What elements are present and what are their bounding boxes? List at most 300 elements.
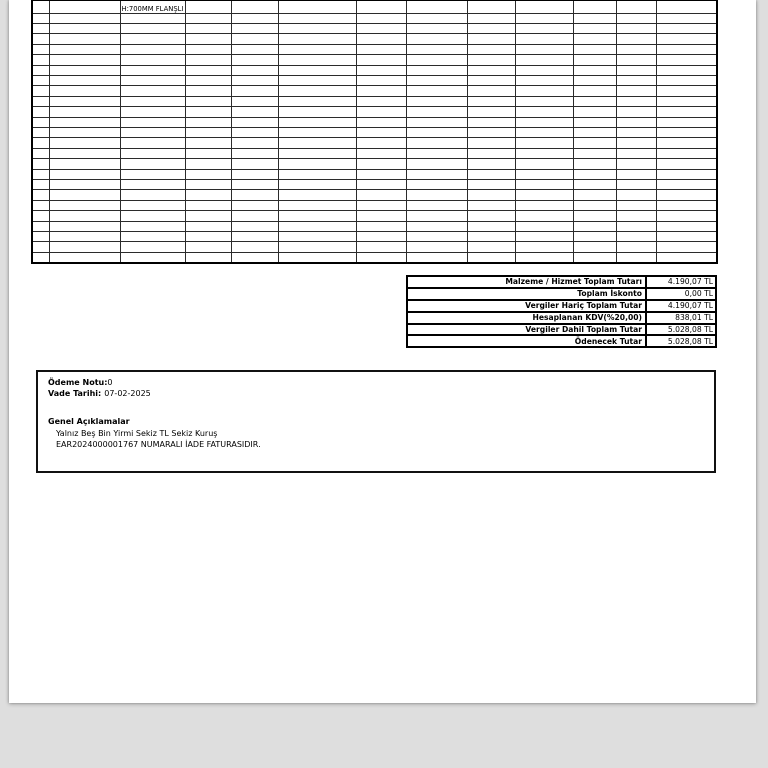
items-table-cell	[356, 86, 406, 96]
items-table-cell	[278, 96, 356, 106]
totals-value-total-excl-tax: 4.190,07 TL	[646, 300, 716, 312]
items-table-cell	[406, 13, 467, 23]
items-table-cell	[515, 13, 573, 23]
items-table-cell	[231, 232, 278, 242]
items-table-cell	[406, 148, 467, 158]
items-table-cell	[616, 44, 656, 54]
items-table-cell	[231, 221, 278, 231]
items-table-cell	[231, 0, 278, 13]
items-table-cell	[406, 211, 467, 221]
items-table-cell	[120, 242, 185, 252]
items-table-cell	[231, 44, 278, 54]
items-table-cell	[656, 117, 717, 127]
items-table-cell	[185, 148, 231, 158]
totals-label-calculated-vat: Hesaplanan KDV(%20,00)	[407, 312, 646, 324]
items-table-cell	[467, 117, 515, 127]
items-table-cell	[406, 117, 467, 127]
items-table-cell	[406, 138, 467, 148]
items-table-cell	[32, 86, 49, 96]
items-table-cell	[573, 148, 616, 158]
items-table-cell	[185, 23, 231, 33]
items-table-cell	[231, 148, 278, 158]
items-table-cell	[49, 34, 120, 44]
items-table-cell	[49, 190, 120, 200]
items-table-row	[32, 200, 717, 210]
items-table-cell	[278, 190, 356, 200]
items-table-cell	[278, 148, 356, 158]
totals-row	[407, 335, 716, 347]
items-table-cell	[49, 242, 120, 252]
items-table-cell	[120, 86, 185, 96]
items-table-cell	[656, 211, 717, 221]
items-table-cell	[515, 96, 573, 106]
items-table-cell	[49, 13, 120, 23]
items-table-cell	[32, 180, 49, 190]
items-table-cell	[573, 138, 616, 148]
items-table-cell	[616, 75, 656, 85]
items-table-cell	[406, 23, 467, 33]
items-table-cell	[231, 242, 278, 252]
items-table-cell	[120, 169, 185, 179]
items-table-cell	[515, 211, 573, 221]
items-table-cell	[49, 252, 120, 262]
items-table-cell	[467, 55, 515, 65]
totals-label-total-discount: Toplam İskonto	[407, 288, 646, 300]
items-table-cell	[616, 190, 656, 200]
items-table-cell	[32, 242, 49, 252]
items-table-cell	[573, 86, 616, 96]
items-table-cell	[278, 0, 356, 13]
items-table-cell	[120, 221, 185, 231]
items-table-row	[32, 211, 717, 221]
items-table-cell	[406, 221, 467, 231]
items-table-cell	[616, 211, 656, 221]
items-table-cell	[185, 117, 231, 127]
items-table-cell	[32, 127, 49, 137]
items-table-cell	[467, 180, 515, 190]
items-table-cell	[278, 221, 356, 231]
items-table-cell	[185, 252, 231, 262]
items-table-cell	[231, 65, 278, 75]
items-table-cell	[356, 107, 406, 117]
items-table-cell	[467, 34, 515, 44]
items-table-cell	[616, 127, 656, 137]
items-table-cell	[573, 0, 616, 13]
items-table-cell	[467, 0, 515, 13]
totals-value-calculated-vat: 838,01 TL	[646, 312, 716, 324]
items-table-cell	[356, 44, 406, 54]
items-table-cell	[406, 232, 467, 242]
items-table-cell	[278, 75, 356, 85]
items-table-cell	[185, 0, 231, 13]
due-date-value: 07-02-2025	[104, 389, 151, 399]
items-table-cell	[32, 221, 49, 231]
items-table-cell	[278, 23, 356, 33]
items-table-cell	[231, 127, 278, 137]
items-table-row	[32, 34, 717, 44]
items-table-cell	[49, 221, 120, 231]
items-table-cell	[656, 221, 717, 231]
items-table-row	[32, 23, 717, 33]
items-table-cell	[616, 169, 656, 179]
items-table-cell	[231, 200, 278, 210]
items-table-cell	[573, 34, 616, 44]
items-table-row	[32, 138, 717, 148]
items-table-cell	[356, 117, 406, 127]
items-table-cell	[467, 200, 515, 210]
items-table-cell	[120, 200, 185, 210]
totals-row	[407, 324, 716, 336]
items-table-cell	[49, 44, 120, 54]
items-table-cell	[49, 127, 120, 137]
items-table-cell	[185, 159, 231, 169]
items-table-cell	[616, 34, 656, 44]
items-table-cell	[656, 127, 717, 137]
items-table-cell	[616, 23, 656, 33]
items-table-cell	[406, 169, 467, 179]
items-table-cell	[32, 252, 49, 262]
items-table-cell	[32, 138, 49, 148]
items-table-cell	[616, 96, 656, 106]
items-table-cell	[515, 180, 573, 190]
items-table-cell	[49, 86, 120, 96]
items-table-row	[32, 242, 717, 252]
items-table-cell	[231, 86, 278, 96]
totals-row	[407, 312, 716, 324]
items-table-cell	[278, 86, 356, 96]
items-table-cell	[32, 159, 49, 169]
items-table-cell	[185, 242, 231, 252]
items-table-cell	[185, 96, 231, 106]
items-table-cell	[573, 75, 616, 85]
items-table-row	[32, 13, 717, 23]
items-table-cell	[356, 23, 406, 33]
totals-label-total-excl-tax: Vergiler Hariç Toplam Tutar	[407, 300, 646, 312]
items-table	[31, 0, 718, 264]
items-table-cell	[278, 117, 356, 127]
items-table-cell	[515, 34, 573, 44]
items-table-cell	[356, 148, 406, 158]
payment-note-label: Ödeme Notu:	[48, 378, 108, 387]
items-table-cell	[49, 96, 120, 106]
items-table-cell	[467, 252, 515, 262]
items-table-cell	[32, 190, 49, 200]
items-table-cell	[356, 232, 406, 242]
totals-label-payable-amount: Ödenecek Tutar	[407, 335, 646, 347]
items-table-cell	[656, 23, 717, 33]
items-table-cell	[231, 23, 278, 33]
items-table-cell	[573, 13, 616, 23]
items-table-cell	[231, 169, 278, 179]
items-table-cell	[356, 34, 406, 44]
items-table-cell	[32, 23, 49, 33]
general-notes-line: EAR2024000001767 NUMARALI İADE FATURASIDIR.	[56, 439, 261, 449]
items-table-row	[32, 232, 717, 242]
items-table-cell	[573, 107, 616, 117]
items-table-cell	[356, 127, 406, 137]
items-table-cell	[515, 232, 573, 242]
items-table-row	[32, 180, 717, 190]
items-table-cell	[120, 148, 185, 158]
items-table-row	[32, 117, 717, 127]
items-table-cell	[406, 96, 467, 106]
items-table-cell	[656, 86, 717, 96]
items-table-cell	[185, 180, 231, 190]
items-table-cell	[573, 190, 616, 200]
items-table-cell	[573, 65, 616, 75]
items-table-cell	[185, 44, 231, 54]
items-table-cell	[120, 117, 185, 127]
totals-row	[407, 288, 716, 300]
items-table-cell	[356, 221, 406, 231]
items-table-cell	[467, 138, 515, 148]
items-table-cell	[515, 190, 573, 200]
items-table-cell	[515, 117, 573, 127]
items-table-cell	[278, 232, 356, 242]
items-table-cell	[616, 232, 656, 242]
totals-value-payable-amount: 5.028,08 TL	[646, 335, 716, 347]
general-notes-heading: Genel Açıklamalar	[48, 417, 130, 427]
items-table-cell	[120, 65, 185, 75]
items-table-cell	[120, 232, 185, 242]
items-table-cell	[573, 242, 616, 252]
items-table-cell	[32, 13, 49, 23]
items-table-cell	[120, 138, 185, 148]
items-table-row	[32, 159, 717, 169]
general-notes-line: Yalnız Beş Bin Yirmi Sekiz TL Sekiz Kuruş	[56, 428, 218, 438]
items-table-cell	[120, 23, 185, 33]
items-table-cell	[32, 0, 49, 13]
items-table-cell	[49, 23, 120, 33]
items-table-cell	[185, 65, 231, 75]
items-table-cell	[406, 65, 467, 75]
items-table-cell	[656, 138, 717, 148]
items-table-cell	[120, 55, 185, 65]
items-table-cell	[406, 34, 467, 44]
items-table-cell	[185, 127, 231, 137]
items-table-cell	[616, 13, 656, 23]
items-table-cell	[616, 180, 656, 190]
items-table-cell	[356, 252, 406, 262]
items-table-cell	[356, 211, 406, 221]
items-table-cell	[656, 44, 717, 54]
items-table-row	[32, 221, 717, 231]
items-table-cell	[406, 44, 467, 54]
items-table-cell	[573, 252, 616, 262]
items-table-cell	[656, 96, 717, 106]
items-table-cell	[49, 169, 120, 179]
items-table-cell	[49, 75, 120, 85]
items-table-cell	[231, 117, 278, 127]
items-table-cell	[185, 169, 231, 179]
items-table-cell	[231, 190, 278, 200]
items-table-cell	[278, 169, 356, 179]
items-table-cell	[278, 65, 356, 75]
items-table-cell	[616, 148, 656, 158]
items-table-cell	[356, 190, 406, 200]
items-table-cell	[406, 252, 467, 262]
items-table-cell	[231, 159, 278, 169]
items-table-cell	[278, 159, 356, 169]
items-table-cell	[185, 138, 231, 148]
items-table-cell	[656, 148, 717, 158]
items-table-cell	[573, 169, 616, 179]
payment-note-line	[48, 377, 714, 388]
items-table-cell	[32, 75, 49, 85]
items-table-cell	[406, 55, 467, 65]
items-table-cell	[231, 107, 278, 117]
items-table-cell	[32, 232, 49, 242]
items-table-cell	[515, 75, 573, 85]
items-table-cell	[515, 55, 573, 65]
items-table-cell	[278, 107, 356, 117]
items-table-row	[32, 190, 717, 200]
items-table-cell	[656, 252, 717, 262]
items-table-cell	[656, 0, 717, 13]
items-table-cell	[515, 169, 573, 179]
items-table-cell	[49, 211, 120, 221]
items-table-cell	[467, 232, 515, 242]
items-table-row	[32, 127, 717, 137]
items-table-cell	[467, 13, 515, 23]
items-table-cell	[467, 44, 515, 54]
items-table-row	[32, 55, 717, 65]
items-table-cell	[515, 148, 573, 158]
items-table-cell	[406, 159, 467, 169]
items-table-cell	[231, 55, 278, 65]
items-table-cell	[185, 211, 231, 221]
items-table-cell	[656, 232, 717, 242]
items-table-cell	[231, 75, 278, 85]
items-table-cell	[515, 221, 573, 231]
totals-table	[406, 275, 717, 348]
items-table-cell	[185, 190, 231, 200]
items-table-cell	[573, 44, 616, 54]
totals-value-material-service-total: 4.190,07 TL	[646, 276, 716, 288]
items-table-cell	[278, 138, 356, 148]
items-table-cell	[278, 44, 356, 54]
items-table-cell	[356, 96, 406, 106]
items-table-cell	[656, 34, 717, 44]
items-table-cell	[467, 211, 515, 221]
totals-row	[407, 276, 716, 288]
items-table-cell	[49, 55, 120, 65]
items-table-cell	[656, 55, 717, 65]
items-table-row	[32, 0, 717, 13]
items-table-cell	[32, 65, 49, 75]
items-table-cell	[656, 169, 717, 179]
items-table-cell	[185, 86, 231, 96]
items-table-cell	[120, 127, 185, 137]
items-table-cell	[656, 190, 717, 200]
items-table-cell	[185, 107, 231, 117]
payment-note-value: 0	[107, 378, 113, 387]
totals-row	[407, 300, 716, 312]
items-table-cell	[32, 211, 49, 221]
items-table-cell	[356, 13, 406, 23]
items-table-row	[32, 44, 717, 54]
items-table-cell	[573, 200, 616, 210]
items-table-cell	[616, 55, 656, 65]
items-table-cell	[356, 242, 406, 252]
items-table-cell	[406, 200, 467, 210]
items-table-cell	[49, 180, 120, 190]
items-table-cell	[573, 211, 616, 221]
items-table-cell	[185, 13, 231, 23]
items-table-cell	[515, 200, 573, 210]
items-table-cell	[406, 75, 467, 85]
items-table-cell	[515, 242, 573, 252]
items-table-cell	[32, 200, 49, 210]
items-table-cell	[467, 23, 515, 33]
items-table-cell	[49, 200, 120, 210]
items-table-cell	[185, 232, 231, 242]
items-table-cell	[515, 65, 573, 75]
items-table-cell	[515, 107, 573, 117]
items-table-row	[32, 96, 717, 106]
items-table-cell	[573, 221, 616, 231]
items-table-cell	[656, 13, 717, 23]
items-table-cell	[32, 169, 49, 179]
items-table-cell	[49, 159, 120, 169]
items-table-cell	[185, 34, 231, 44]
items-table-row	[32, 65, 717, 75]
totals-value-total-discount: 0,00 TL	[646, 288, 716, 300]
items-table-cell	[515, 44, 573, 54]
items-table-cell	[231, 138, 278, 148]
items-table-cell	[278, 242, 356, 252]
items-table-cell	[515, 252, 573, 262]
items-table-cell	[573, 55, 616, 65]
items-table-row	[32, 86, 717, 96]
items-table-cell	[467, 127, 515, 137]
items-table-cell	[656, 75, 717, 85]
items-table-cell	[356, 169, 406, 179]
items-table-cell	[467, 86, 515, 96]
items-table-cell	[406, 127, 467, 137]
items-table-cell	[356, 0, 406, 13]
items-table-cell	[120, 211, 185, 221]
items-table-cell	[467, 107, 515, 117]
items-table-cell	[573, 127, 616, 137]
notes-box	[36, 370, 716, 473]
items-table-cell	[656, 107, 717, 117]
items-table-cell	[278, 127, 356, 137]
line-item-description: H:700MM FLANŞLI	[120, 0, 185, 13]
items-table-cell	[356, 180, 406, 190]
items-table-row	[32, 169, 717, 179]
items-table-cell	[573, 232, 616, 242]
items-table-cell	[515, 0, 573, 13]
items-table-cell	[515, 23, 573, 33]
items-table-cell	[278, 34, 356, 44]
items-table-cell	[231, 13, 278, 23]
items-table-cell	[656, 242, 717, 252]
items-table-cell	[616, 200, 656, 210]
items-table-cell	[49, 65, 120, 75]
items-table-cell	[573, 180, 616, 190]
items-table-cell	[120, 252, 185, 262]
items-table-cell	[467, 221, 515, 231]
items-table-cell	[406, 242, 467, 252]
items-table-cell	[573, 96, 616, 106]
items-table-cell	[49, 117, 120, 127]
items-table-cell	[616, 86, 656, 96]
items-table-cell	[278, 211, 356, 221]
items-table-cell	[49, 138, 120, 148]
items-table-row	[32, 75, 717, 85]
items-table-cell	[120, 190, 185, 200]
